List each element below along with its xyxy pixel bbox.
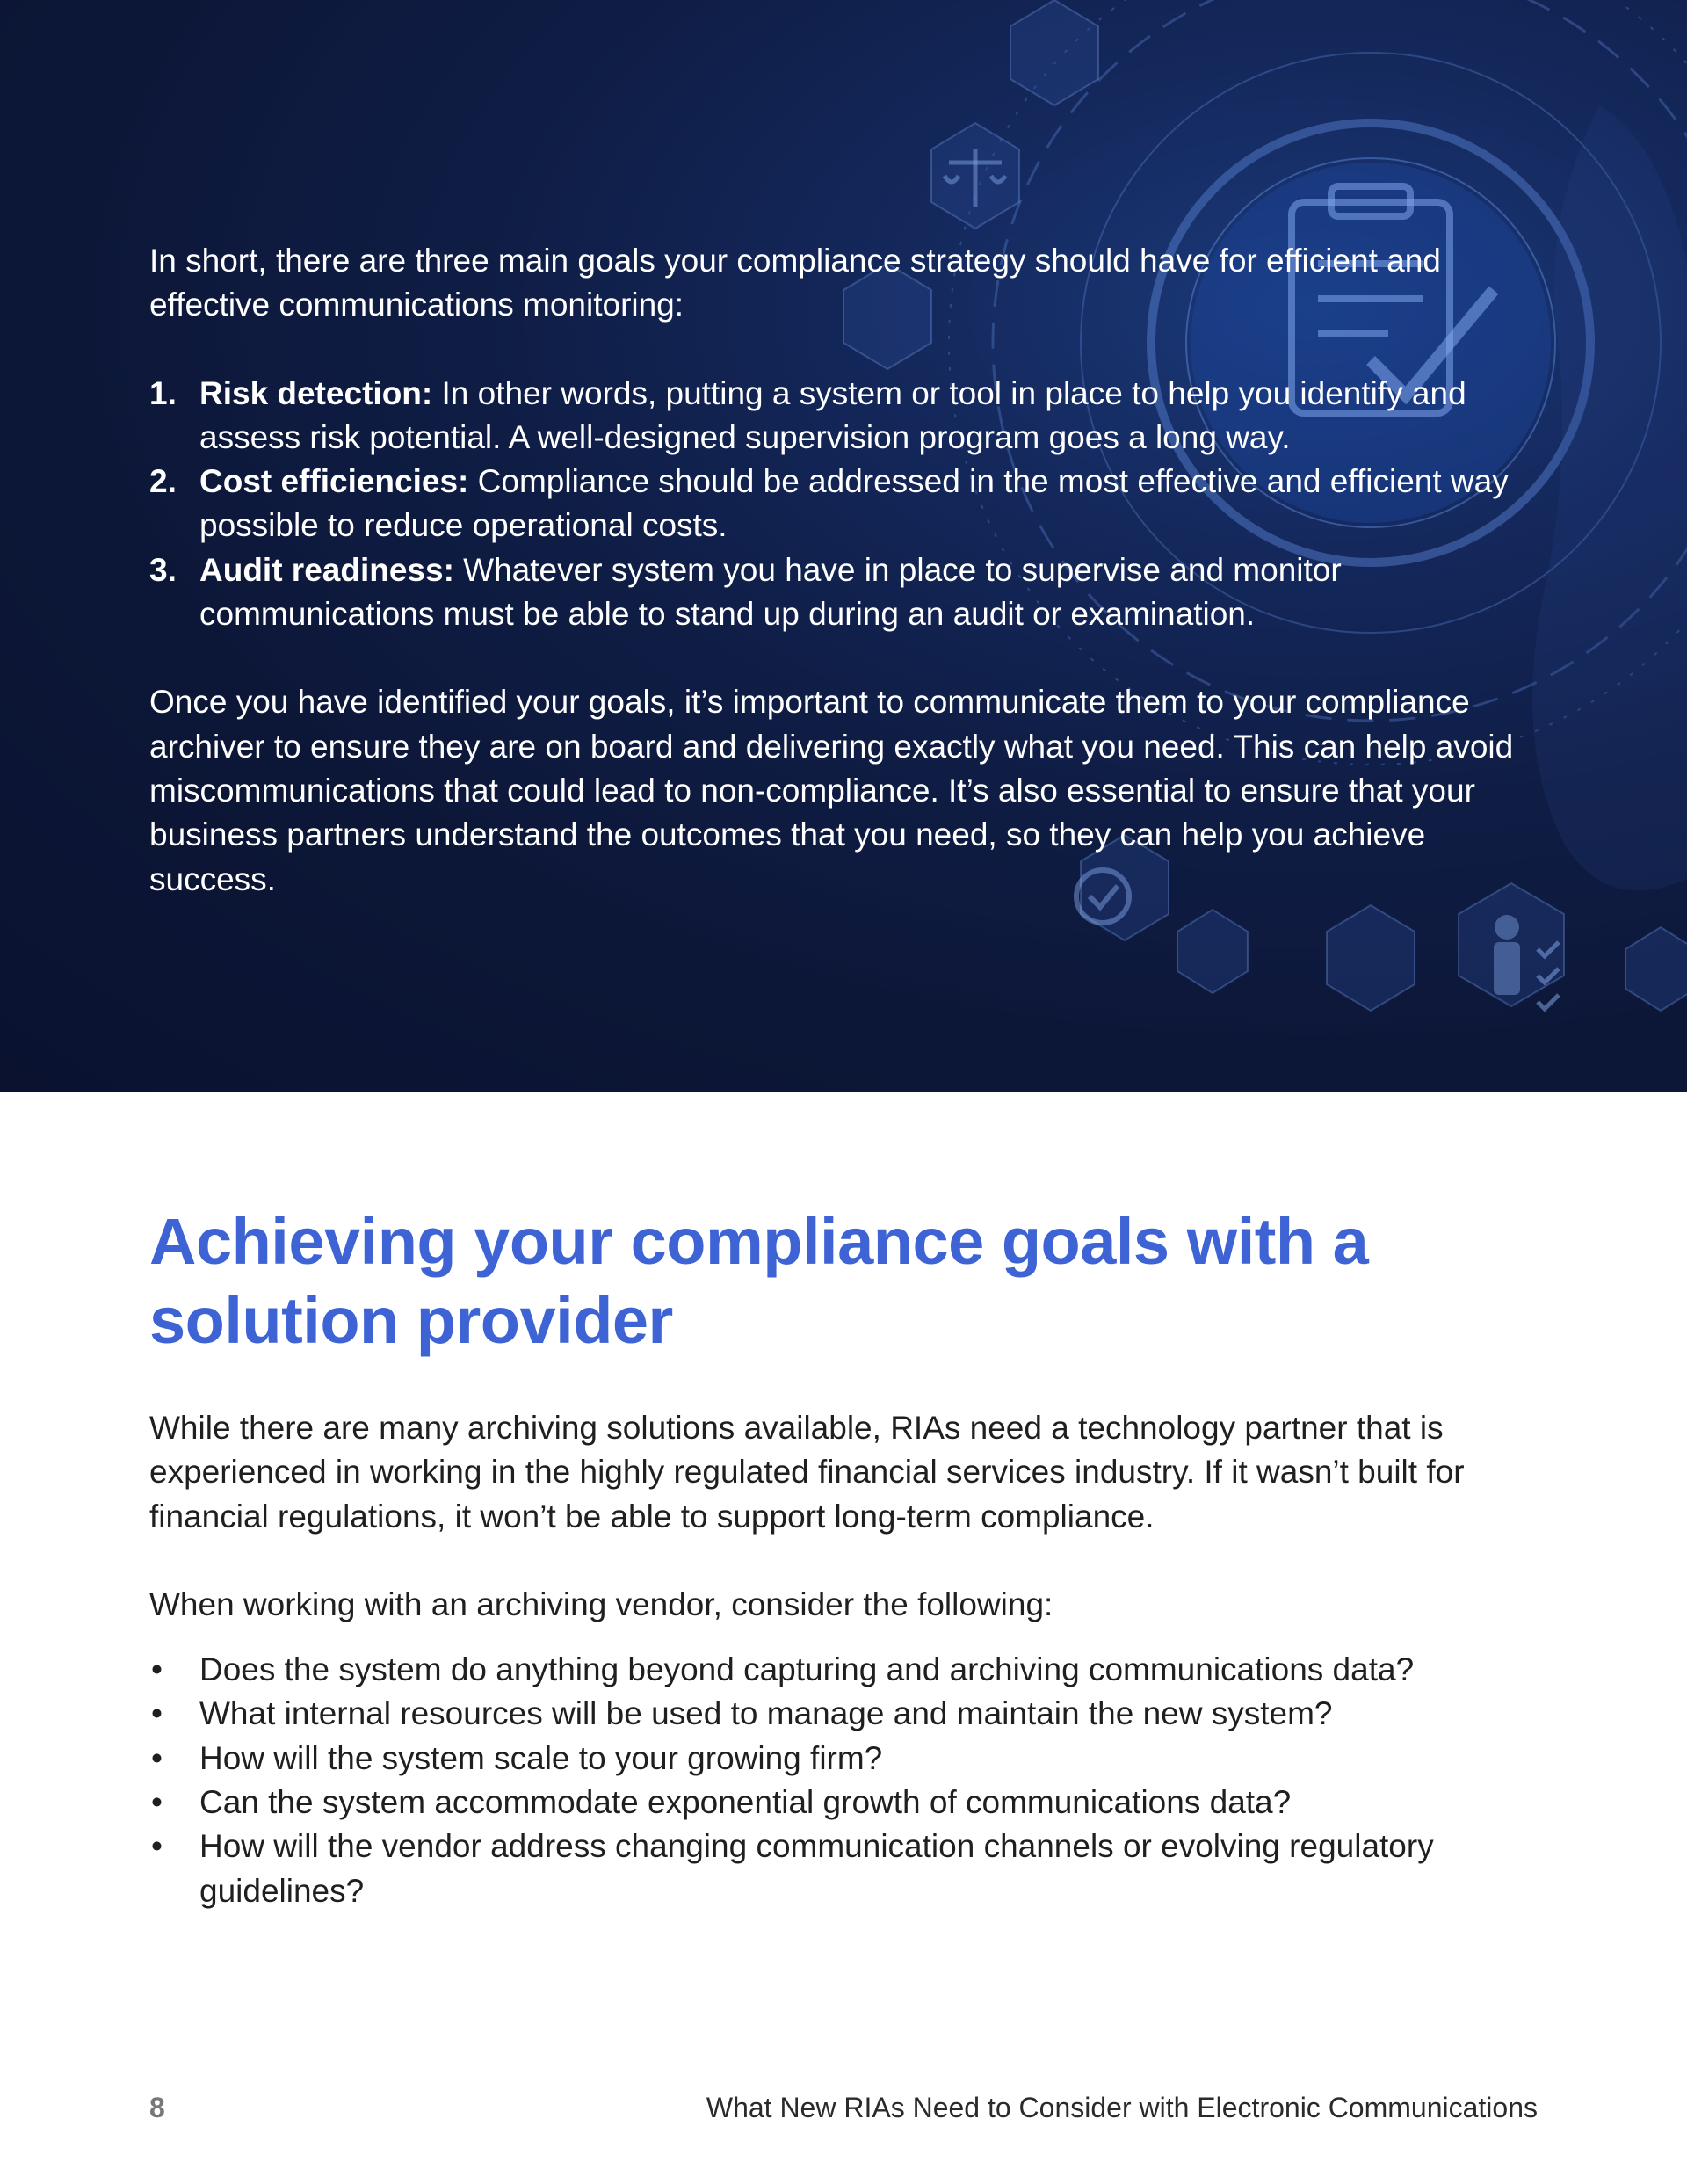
goal-text: Whatever system you have in place to supervise and monitor communications must be able to stand up during an audit or examination. <box>199 551 1342 633</box>
goal-term: Cost efficiencies: <box>199 463 469 500</box>
page-footer <box>149 2092 1538 2127</box>
goal-number: 3. <box>149 551 177 588</box>
document-title: What New RIAs Need to Consider with Electronic Communications <box>706 2092 1538 2123</box>
goal-number: 2. <box>149 463 177 500</box>
goal-item <box>149 372 1546 461</box>
goal-term: Risk detection: <box>199 374 433 411</box>
goal-term: Audit readiness: <box>199 551 454 588</box>
list-item: • Can the system accommodate exponential growth of communications data? <box>149 1781 1555 1825</box>
bullet-marker: • <box>151 1695 163 1732</box>
goal-text: In other words, putting a system or tool in place to help you identify and assess risk potential. A well-designed supervision program goes a long way. <box>199 374 1466 455</box>
section-heading: Achieving your compliance goals with a solution provider <box>149 1205 1369 1357</box>
goals-list <box>149 372 1546 637</box>
section-paragraph: While there are many archiving solutions available, RIAs need a technology partner that is experienced in working in the highly regulated financial services industry. If it wasn’t built for financial regulations, it won’t be able to support long-term compliance. <box>149 1410 1465 1535</box>
bullet-marker: • <box>151 1651 163 1688</box>
goal-item <box>149 548 1546 637</box>
closing-paragraph: Once you have identified your goals, it’s important to communicate them to your compliance archiver to ensure they are on board and delivering exactly what you need. This can help avoid miscommunications that could lead to non-compliance. It’s also essential to ensure that your business partners understand the outcomes that you need, so they can help you achieve success. <box>149 684 1514 897</box>
bullet-marker: • <box>151 1739 163 1776</box>
intro-paragraph: In short, there are three main goals your compliance strategy should have for efficient and effective communications monitoring: <box>149 243 1441 323</box>
goal-item <box>149 460 1546 548</box>
list-intro: When working with an archiving vendor, consider the following: <box>149 1585 1053 1622</box>
bullet-marker: • <box>151 1828 163 1865</box>
list-item: • How will the vendor address changing communication channels or evolving regulatory guidelines? <box>149 1825 1555 1913</box>
bullet-marker: • <box>151 1784 163 1821</box>
goal-number: 1. <box>149 374 177 411</box>
list-item: • What internal resources will be used to manage and maintain the new system? <box>149 1692 1555 1736</box>
page-number: 8 <box>149 2092 165 2123</box>
goal-text: Compliance should be addressed in the most effective and efficient way possible to reduce operational costs. <box>199 463 1509 544</box>
list-item: • Does the system do anything beyond capturing and archiving communications data? <box>149 1648 1555 1692</box>
list-item: • How will the system scale to your growing firm? <box>149 1737 1555 1781</box>
hero-text-block <box>149 239 1546 902</box>
considerations-list <box>149 1648 1555 1913</box>
solution-provider-section <box>149 1202 1555 1913</box>
